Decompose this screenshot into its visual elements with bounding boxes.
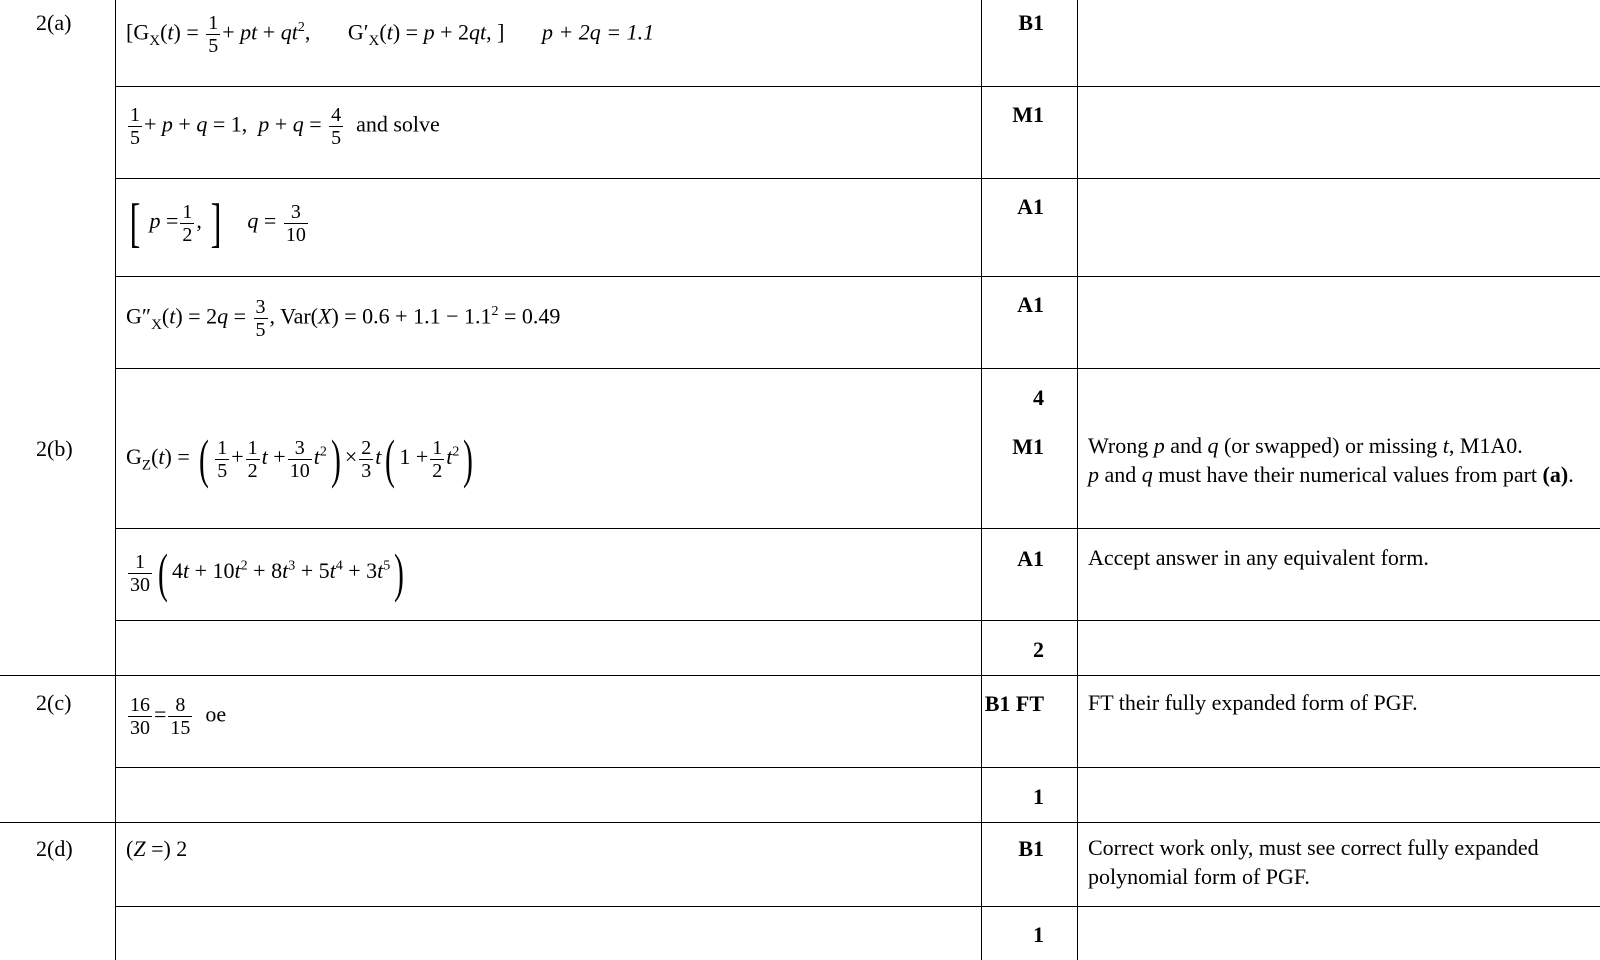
- answer-expression: $\frac{1}{5}$ + p + q = 1, p + q = $\frac{4}{5}$ and solve: [130, 104, 440, 149]
- row-divider: [115, 368, 1600, 369]
- question-number: 2(b): [36, 436, 73, 461]
- guidance-text: Correct work only, must see correct fully expanded polynomial form of PGF.: [1088, 835, 1539, 889]
- row-divider: [115, 906, 1600, 907]
- answer-text: p + 2q = 1.1: [541, 19, 655, 45]
- answer-text: oe: [205, 701, 227, 727]
- guidance-text: Wrong p and q (or swapped) or missing t, M1A0. p and q must have their numerical values from part (a).: [1088, 433, 1574, 487]
- column-divider: [1077, 0, 1078, 960]
- marks-total: 1: [1033, 784, 1044, 809]
- question-number: 2(a): [36, 10, 72, 35]
- answer-expression: $\frac{1}{30}$ ( $4t + 10t^2 + 8t^3 + 5t^4 + 3t^5$): [130, 543, 405, 603]
- row-divider: [115, 767, 1600, 768]
- marks-total: 2: [1033, 637, 1044, 662]
- answer-text: (Z =) 2: [126, 836, 188, 861]
- marks: A1: [1017, 546, 1044, 571]
- marks: B1: [1018, 836, 1044, 861]
- answer-expression: $\frac{16}{30}$ = $\frac{8}{15}$ oe: [130, 694, 227, 739]
- row-divider: [115, 276, 1600, 277]
- row-divider: [115, 528, 1600, 529]
- answer-text: and solve: [356, 111, 440, 137]
- answer-expression: [$G_X(t)$ = $\frac{1}{5}$ + pt + $qt^2$, $G'_X(t) = p + 2qt$, ] p + 2q = 1.1: [126, 12, 655, 57]
- row-divider: [115, 86, 1600, 87]
- guidance-text: FT their fully expanded form of PGF.: [1088, 690, 1418, 715]
- marks: B1 FT: [984, 691, 1044, 716]
- column-divider: [981, 0, 982, 960]
- marks: A1: [1017, 194, 1044, 219]
- answer-expression: [ p = $\frac{1}{2}$ , ] q = $\frac{3}{10}$: [129, 193, 306, 253]
- marks: A1: [1017, 292, 1044, 317]
- guidance-text: Accept answer in any equivalent form.: [1088, 545, 1429, 570]
- section-divider: [0, 675, 1600, 676]
- question-number: 2(c): [36, 690, 72, 715]
- marks-total: 4: [1033, 385, 1044, 410]
- answer-expression: $G''_X(t) = 2q$ = $\frac{3}{5}$ , $Var(X) = 0.6 + 1.1 - 1.1^2 = 0.49$: [126, 296, 561, 341]
- marks-total: 1: [1033, 922, 1044, 947]
- row-divider: [115, 178, 1600, 179]
- question-number: 2(d): [36, 836, 73, 861]
- answer-expression: $G_Z(t)$ = ( $\frac{1}{5}$ + $\frac{1}{2}$ t + $\frac{3}{10}$ $t^2$) × $\frac{2}{3}$ t( 1 + $\frac{1}{2}$ $t^2$): [126, 429, 474, 489]
- marks: B1: [1018, 10, 1044, 35]
- section-divider: [0, 822, 1600, 823]
- marks: M1: [1012, 102, 1044, 127]
- marks: M1: [1012, 434, 1044, 459]
- row-divider: [115, 620, 1600, 621]
- column-divider: [115, 0, 116, 960]
